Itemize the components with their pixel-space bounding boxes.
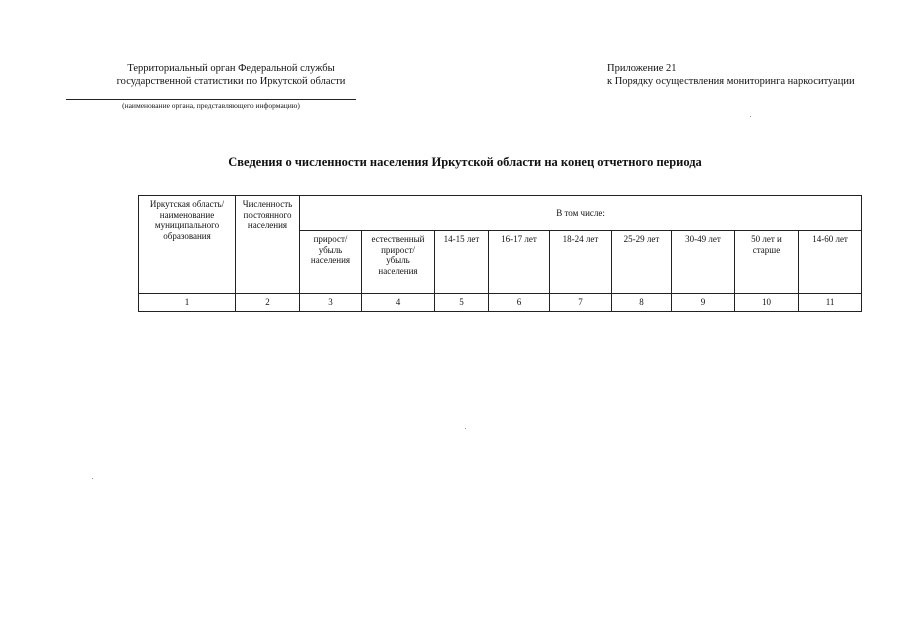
column-number: 8 [612, 294, 672, 312]
header-natural-growth: естественный прирост/ убыль населения [362, 231, 435, 294]
annex-reference [607, 62, 877, 88]
column-number: 4 [362, 294, 435, 312]
column-number: 2 [236, 294, 300, 312]
header-age-50-plus: 50 лет и старше [735, 231, 799, 294]
column-number: 11 [799, 294, 862, 312]
population-table [138, 195, 862, 312]
header-population: Численность постоянного населения [236, 196, 300, 294]
annex-line-1: Приложение 21 [607, 63, 677, 74]
signature-underline [66, 99, 356, 100]
column-number: 9 [672, 294, 735, 312]
scan-speck [750, 116, 751, 117]
column-number: 10 [735, 294, 799, 312]
header-region: Иркутская область/ наименование муниципального образования [139, 196, 236, 294]
header-age-14-15: 14-15 лет [435, 231, 489, 294]
column-number: 6 [489, 294, 550, 312]
document-title: Сведения о численности населения Иркутской области на конец отчетного периода [228, 155, 702, 169]
column-numbers-row [139, 294, 862, 312]
header-age-30-49: 30-49 лет [672, 231, 735, 294]
column-number: 1 [139, 294, 236, 312]
header-age-18-24: 18-24 лет [550, 231, 612, 294]
organization-name [100, 62, 362, 88]
org-caption: (наименование органа, представляющего информацию) [122, 101, 300, 110]
annex-line-2: к Порядку осуществления мониторинга наркоситуации [607, 76, 855, 87]
header-age-14-60: 14-60 лет [799, 231, 862, 294]
scan-speck [465, 428, 466, 429]
header-age-16-17: 16-17 лет [489, 231, 550, 294]
header-growth: прирост/ убыль населения [300, 231, 362, 294]
column-number: 5 [435, 294, 489, 312]
header-including: В том числе: [300, 196, 862, 231]
column-number: 3 [300, 294, 362, 312]
column-number: 7 [550, 294, 612, 312]
scan-speck [92, 478, 93, 479]
org-line-1: Территориальный орган Федеральной службы [127, 63, 335, 74]
org-line-2: государственной статистики по Иркутской области [116, 76, 346, 87]
header-age-25-29: 25-29 лет [612, 231, 672, 294]
